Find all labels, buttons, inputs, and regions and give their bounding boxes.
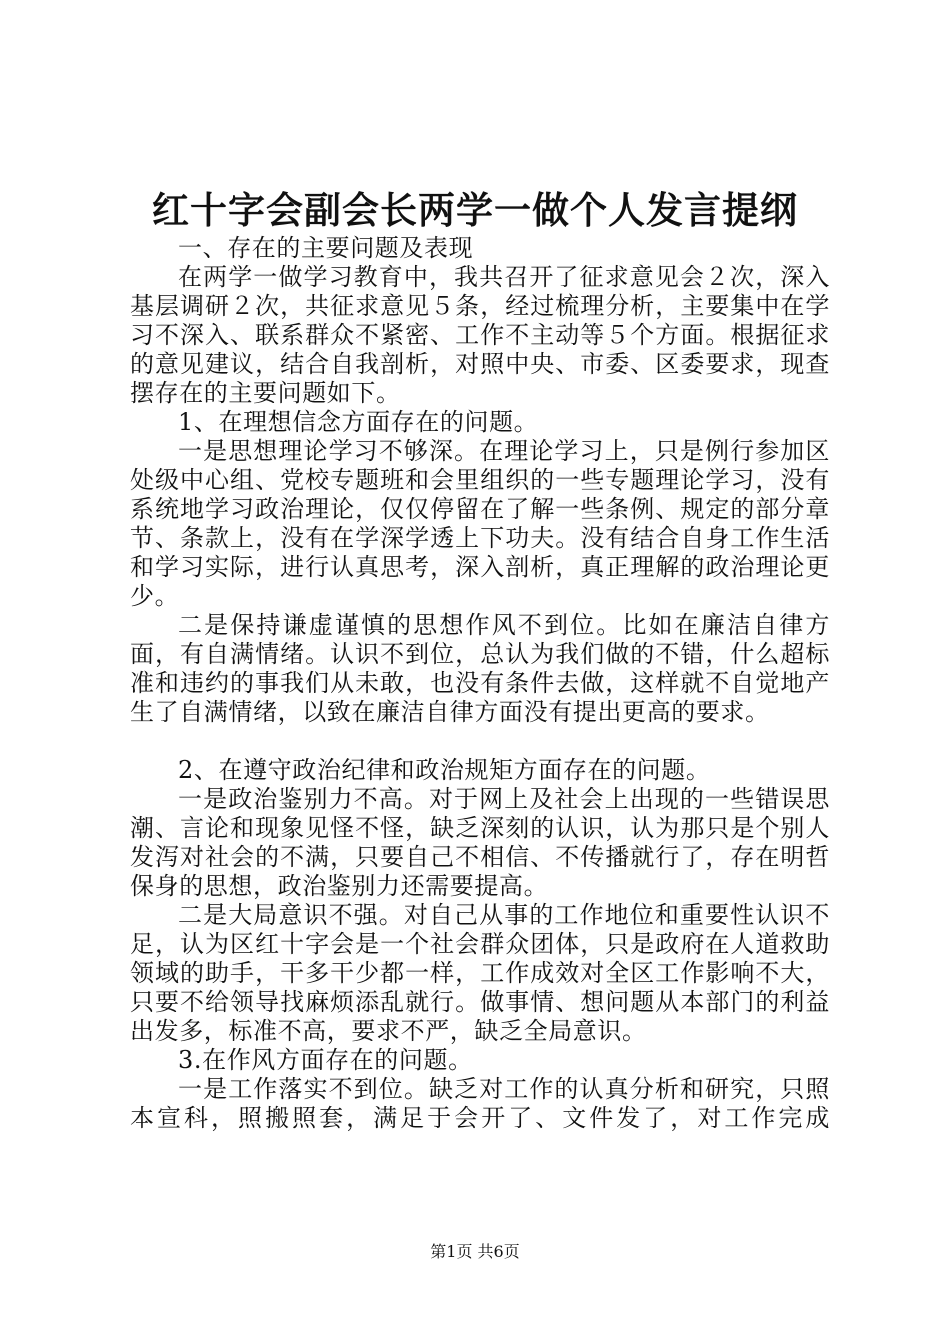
intro-paragraph: 在两学一做学习教育中，我共召开了征求意见会２次，深入基层调研２次，共征求意见５条，经过梳理分析，主要集中在学习不深入、联系群众不紧密、工作不主动等５个方面。根据征求的意见建议，结合自我剖析，对照中央、市委、区委要求，现查摆存在的主要问题如下。 [130,263,830,407]
subsection-heading-1: 1、在理想信念方面存在的问题。 [178,408,539,436]
paragraph-2-2: 二是大局意识不强。对自己从事的工作地位和重要性认识不足，认为区红十字会是一个社会群众团体，只是政府在人道救助领域的助手，干多干少都一样，工作成效对全区工作影响不大，只要不给领导找麻烦添乱就行。做事情、想问题从本部门的利益出发多，标准不高，要求不严，缺乏全局意识。 [130,901,830,1045]
subsection-heading-2: 2、在遵守政治纪律和政治规矩方面存在的问题。 [178,756,711,784]
subsection-heading-3: 3.在作风方面存在的问题。 [178,1046,473,1074]
document-title: 红十字会副会长两学一做个人发言提纲 [152,188,798,232]
document-body [130,234,830,1133]
paragraph-1-2: 二是保持谦虚谨慎的思想作风不到位。比如在廉洁自律方面，有自满情绪。认识不到位，总认为我们做的不错，什么超标准和违约的事我们从未敢，也没有条件去做，这样就不自觉地产生了自满情绪，以致在廉洁自律方面没有提出更高的要求。 [130,611,830,726]
paragraph-2-1: 一是政治鉴别力不高。对于网上及社会上出现的一些错误思潮、言论和现象见怪不怪，缺乏深刻的认识，认为那只是个别人发泻对社会的不满，只要自己不相信、不传播就行了，存在明哲保身的思想，政治鉴别力还需要提高。 [130,785,830,900]
paragraph-1-1: 一是思想理论学习不够深。在理论学习上，只是例行参加区处级中心组、党校专题班和会里组织的一些专题理论学习，没有系统地学习政治理论，仅仅停留在了解一些条例、规定的部分章节、条款上，没有在学深学透上下功夫。没有结合自身工作生活和学习实际，进行认真思考，深入剖析，真正理解的政治理论更少。 [130,437,830,610]
paragraph-gap [130,727,830,756]
paragraph-3-1: 一是工作落实不到位。缺乏对工作的认真分析和研究，只照本宣科，照搬照套，满足于会开了、文件发了，对工作完成 [130,1075,830,1132]
page-footer: 第1页 共6页 [430,1242,520,1261]
section-heading-1: 一、存在的主要问题及表现 [178,234,474,262]
